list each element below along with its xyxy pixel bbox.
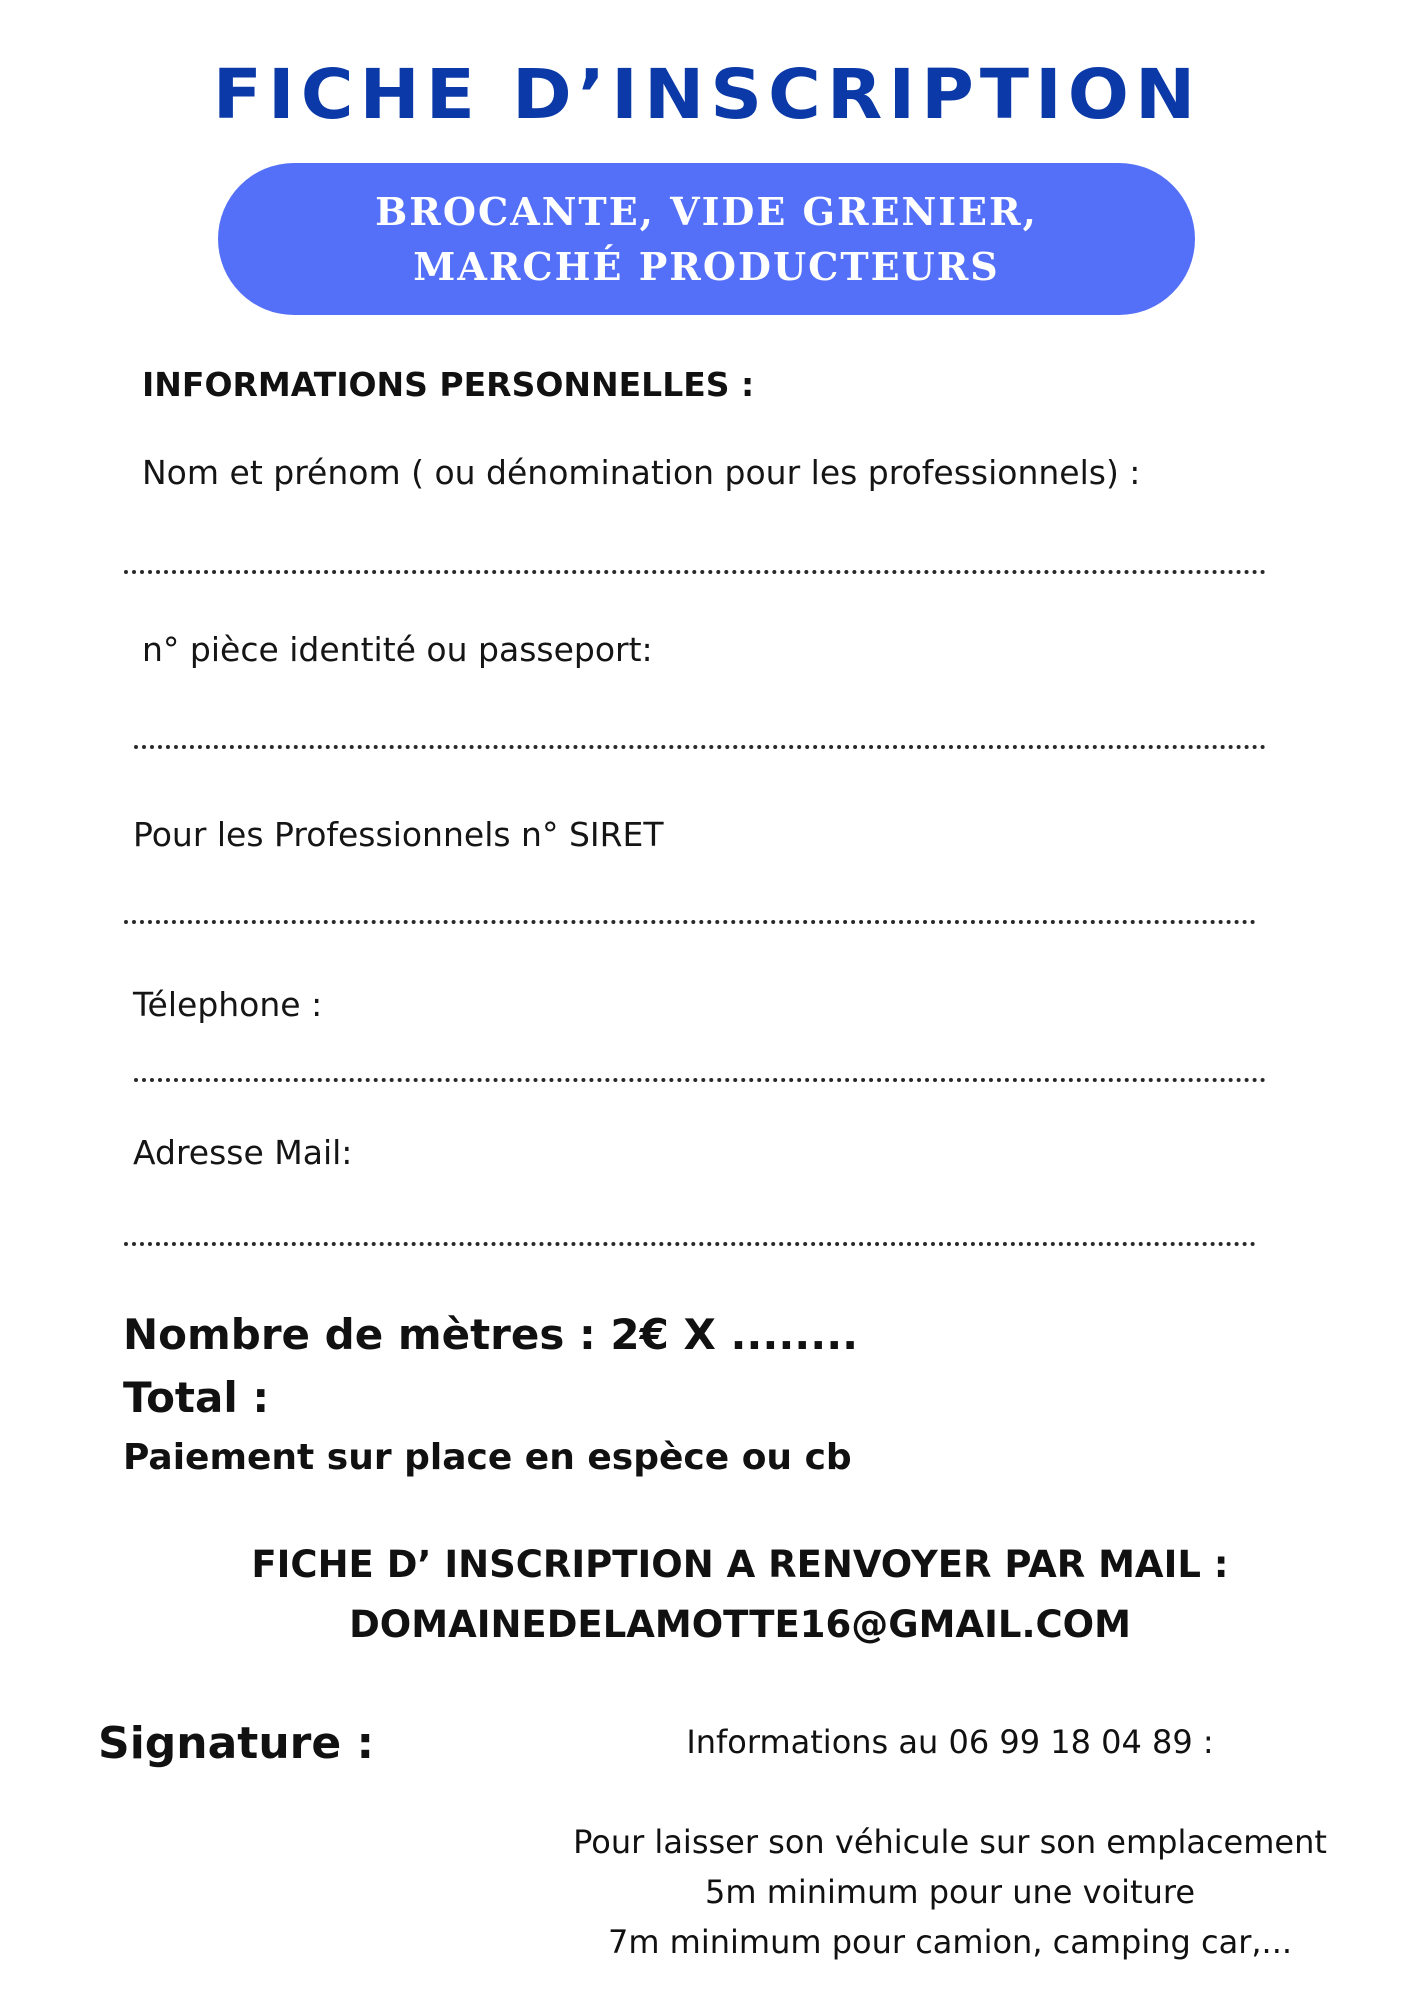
submission-instructions: [0, 1535, 1414, 1655]
info-vehicle-line-2: 5m minimum pour une voiture: [704, 1873, 1196, 1911]
info-vehicle-line-3: 7m minimum pour camion, camping car,...: [607, 1923, 1293, 1961]
field-line-email[interactable]: [124, 1242, 1256, 1246]
field-label-siret: Pour les Professionnels n° SIRET: [133, 815, 664, 854]
field-label-id: n° pièce identité ou passeport:: [142, 630, 653, 669]
submission-line: FICHE D’ INSCRIPTION A RENVOYER PAR MAIL :: [251, 1543, 1229, 1586]
event-banner: [218, 163, 1195, 315]
section-heading-personal-info: INFORMATIONS PERSONNELLES :: [142, 365, 755, 404]
field-label-phone: Télephone :: [133, 985, 323, 1024]
field-label-email: Adresse Mail:: [133, 1133, 353, 1172]
info-phone: Informations au 06 99 18 04 89 :: [686, 1723, 1214, 1761]
signature-label: Signature :: [98, 1718, 375, 1769]
page-title: FICHE D’INSCRIPTION: [212, 54, 1202, 134]
vehicle-info: [500, 1717, 1400, 1967]
banner-line-1: BROCANTE, VIDE GRENIER,: [375, 189, 1038, 234]
info-spacer: [500, 1767, 1400, 1817]
payment-info: Paiement sur place en espèce ou cb: [123, 1437, 852, 1478]
field-line-name[interactable]: [124, 570, 1266, 574]
total-label: Total :: [123, 1373, 270, 1422]
submission-email: DOMAINEDELAMOTTE16@GMAIL.COM: [349, 1603, 1131, 1646]
field-line-siret[interactable]: [124, 920, 1256, 924]
field-label-name: Nom et prénom ( ou dénomination pour les professionnels) :: [142, 453, 1141, 492]
banner-line-2: MARCHÉ PRODUCTEURS: [413, 244, 1000, 289]
meters-price: Nombre de mètres : 2€ X ........: [123, 1310, 859, 1359]
field-line-phone[interactable]: [134, 1078, 1266, 1082]
info-vehicle-line-1: Pour laisser son véhicule sur son emplacement: [573, 1823, 1327, 1861]
field-line-id[interactable]: [134, 745, 1266, 749]
